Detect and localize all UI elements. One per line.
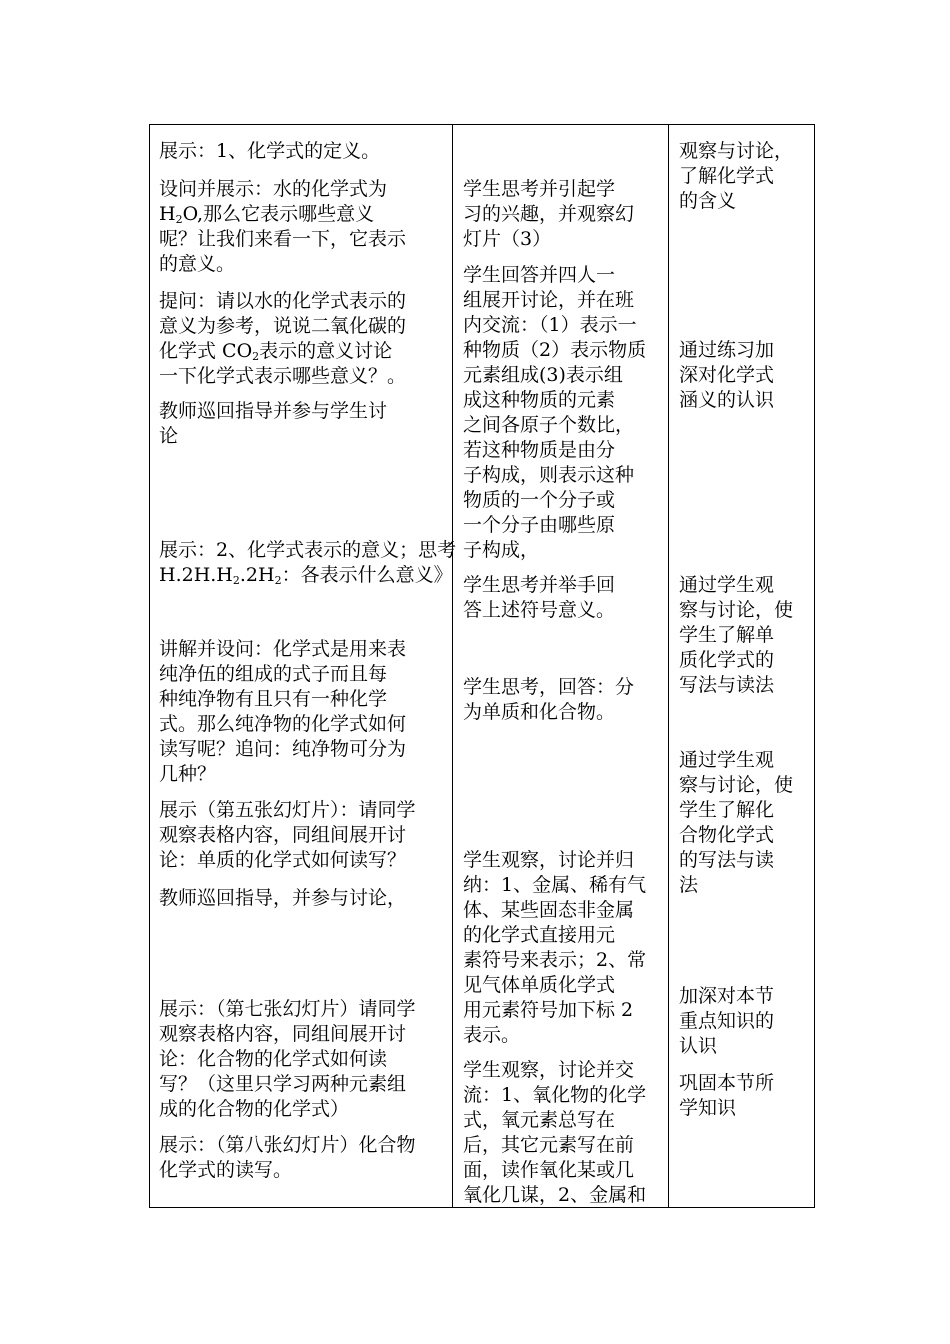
intent-practice: 通过练习加 深对化学式 涵义的认识: [679, 339, 775, 411]
student-answer-types: 学生思考，回答：分 为单质和化合物。: [463, 676, 635, 723]
intent-consolidate: 巩固本节所 学知识: [679, 1072, 775, 1119]
teacher-show-definition: 展示：1、化学式的定义。: [159, 140, 381, 162]
student-discuss-1: 学生回答并四人一 组展开讨论，并在班 内交流：（1）表示一 种物质（2）表示物质 元素组成(3)表示组 成这种物质的元素 之间各原子个数比， 若这种物质是由分 子构成，则表示这种 物质的一个分子或 一个分子由哪些原 子构成，: [463, 264, 647, 561]
co2-formula-line: 化学式 $CO_2$表示的意义讨论: [159, 340, 393, 363]
intent-compounds: 通过学生观 察与讨论，使 学生了解化 合物化学式 的写法与读 法: [679, 749, 794, 896]
water-formula-line: $H_2O$,那么它表示哪些意义: [159, 203, 375, 226]
intent-deepen: 加深对本节 重点知识的 认识: [679, 985, 775, 1057]
column-divider-2: [668, 125, 669, 1207]
student-answer-symbols: 学生思考并举手回 答上述符号意义。: [463, 574, 616, 621]
lesson-table: [149, 124, 815, 1208]
teacher-show-slide-5: 展示（第五张幻灯片）：请同学 观察表格内容，同组间展开讨 论：单质的化学式如何读写？: [159, 799, 416, 871]
teacher-explain-pure: 讲解并设问：化学式是用来表 纯净伍的组成的式子而且每 种纯净物有且只有一种化学 式。那么纯净物的化学式如何 读写呢？追问：纯净物可分为 几种？: [159, 638, 407, 785]
teacher-show-slide-8: 展示：（第八张幻灯片）化合物 化学式的读写。: [159, 1134, 416, 1181]
student-think-1: 学生思考并引起学 习的兴趣，并观察幻 灯片（3）: [463, 178, 635, 250]
intent-meaning: 观察与讨论， 了解化学式 的含义: [679, 140, 794, 212]
intent-elements: 通过学生观 察与讨论，使 学生了解单 质化学式的 写法与读法: [679, 574, 794, 696]
student-observe-compounds: 学生观察，讨论并交 流：1、氧化物的化学 式，氧元素总写在 后，其它元素写在前 面，读作氧化某或几 氧化几谋，2、金属和: [463, 1059, 647, 1206]
teacher-show-meaning: 展示：2、化学式表示的意义；思考 $H.2H.H_2.2H_2$：各表示什么意义》: [159, 539, 457, 587]
student-observe-elements: 学生观察，讨论并归 纳：1、金属、稀有气 体、某些固态非金属 的化学式直接用元 素符号来表示；2、常 见气体单质化学式 用元素符号加下标 2 表示。: [463, 849, 647, 1046]
teacher-guide-2: 教师巡回指导，并参与讨论，: [159, 887, 407, 909]
teacher-question-co2: 提问：请以水的化学式表示的 意义为参考，说说二氧化碳的 化学式 $CO_2$表示的意义讨论 一下化学式表示哪些意义？。: [159, 290, 407, 387]
column-divider-1: [452, 125, 453, 1207]
symbols-line: $H.2H.H_2.2H_2$：各表示什么意义》: [159, 564, 453, 587]
teacher-question-water: 设问并展示：水的化学式为 $H_2O$,那么它表示哪些意义 呢？让我们来看一下，它表示 的意义。: [159, 178, 407, 275]
teacher-guide-1: 教师巡回指导并参与学生讨 论: [159, 400, 388, 447]
teacher-show-slide-7: 展示：（第七张幻灯片）请同学 观察表格内容，同组间展开讨 论：化合物的化学式如何读 写？（这里只学习两种元素组 成的化合物的化学式）: [159, 998, 416, 1120]
